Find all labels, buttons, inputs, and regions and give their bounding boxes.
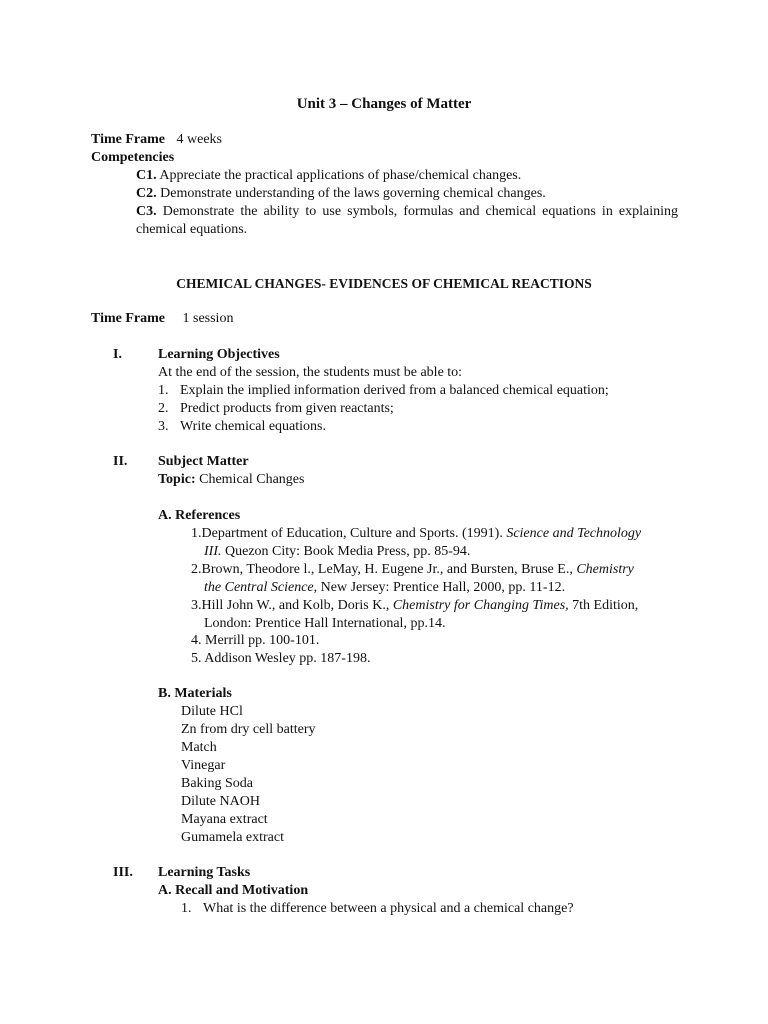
reference-3-line-2: London: Prentice Hall International, pp.14. [204, 616, 446, 631]
objective-text: Predict products from given reactants; [180, 401, 394, 416]
objective-text: Explain the implied information derived from a balanced chemical equation; [180, 383, 609, 398]
objective-number: 2. [158, 401, 169, 416]
material-item: Zn from dry cell battery [181, 722, 316, 737]
objective-text: Write chemical equations. [180, 419, 326, 434]
competencies-label: Competencies [91, 150, 175, 165]
reference-1-line-2 [204, 543, 470, 561]
unit-title: Unit 3 – Changes of Matter [296, 96, 472, 112]
reference-text: 1.Department of Education, Culture and Sports. (1991). [191, 526, 507, 541]
reference-title: Science and Technology [506, 526, 642, 541]
subject-matter-title: Subject Matter [158, 454, 249, 469]
competency-code: C1. [136, 168, 157, 183]
material-item: Baking Soda [181, 776, 253, 791]
material-item: Gumamela extract [181, 830, 285, 845]
competency-text: Demonstrate the ability to use symbols, formulas and chemical equations in explaining chemical equations. [136, 204, 679, 237]
reference-title: Chemistry [576, 562, 634, 577]
learning-tasks-title: Learning Tasks [158, 865, 251, 880]
topic-label: Topic: [158, 472, 196, 487]
time-frame-row [91, 310, 233, 328]
competency-code: C2. [136, 186, 157, 201]
material-item: Mayana extract [181, 812, 268, 827]
material-item: Dilute NAOH [181, 794, 260, 809]
topic-value: Chemical Changes [199, 472, 305, 487]
time-frame-value: 1 session [182, 311, 234, 326]
objective-number: 3. [158, 419, 169, 434]
section-heading: CHEMICAL CHANGES- EVIDENCES OF CHEMICAL REACTIONS [176, 276, 592, 291]
objectives-title: Learning Objectives [158, 347, 280, 362]
reference-title: Chemistry for Changing Times, [392, 598, 569, 613]
reference-3-line-1 [191, 597, 638, 615]
reference-title: the Central Science, [204, 580, 318, 595]
question-text: What is the difference between a physical and a chemical change? [203, 901, 574, 916]
reference-text: New Jersey: Prentice Hall, 2000, pp. 11-12. [317, 580, 566, 595]
objective-number: 1. [158, 383, 169, 398]
competency-c1 [136, 167, 521, 185]
recall-motivation-heading: A. Recall and Motivation [158, 883, 309, 898]
objective-item [158, 382, 609, 400]
reference-2-line-1 [191, 561, 634, 579]
reference-4: 4. Merrill pp. 100-101. [191, 633, 320, 648]
material-item: Dilute HCl [181, 704, 243, 719]
time-frame-value: 4 weeks [176, 132, 222, 147]
objective-item [158, 400, 394, 418]
reference-text: 3.Hill John W., and Kolb, Doris K., [191, 598, 393, 613]
reference-5: 5. Addison Wesley pp. 187-198. [191, 651, 371, 666]
section-numeral: II. [113, 454, 128, 469]
time-frame-label: Time Frame [91, 311, 165, 326]
competency-text: Demonstrate understanding of the laws governing chemical changes. [160, 186, 546, 201]
reference-2-line-2 [204, 579, 565, 597]
reference-1-line-1 [191, 525, 641, 543]
reference-title: III. [204, 544, 222, 559]
question-item [181, 900, 574, 918]
material-item: Match [181, 740, 217, 755]
time-frame-label: Time Frame [91, 132, 165, 147]
material-item: Vinegar [181, 758, 226, 773]
time-frame-row [91, 131, 222, 149]
reference-text: 7th Edition, [568, 598, 639, 613]
objective-item [158, 418, 326, 436]
section-numeral: III. [113, 865, 133, 880]
competency-c2 [136, 185, 546, 203]
reference-text: Quezon City: Book Media Press, pp. 85-94. [221, 544, 471, 559]
question-number: 1. [181, 901, 192, 916]
reference-text: 2.Brown, Theodore l., LeMay, H. Eugene Jr., and Bursten, Bruse E., [191, 562, 577, 577]
competency-code: C3. [136, 204, 157, 219]
competency-c3 [136, 203, 678, 239]
section-numeral: I. [113, 347, 122, 362]
competency-text: Appreciate the practical applications of phase/chemical changes. [159, 168, 522, 183]
topic-row [158, 471, 304, 489]
materials-heading: B. Materials [158, 686, 232, 701]
references-heading: A. References [158, 508, 241, 523]
objectives-intro: At the end of the session, the students must be able to: [158, 365, 463, 380]
